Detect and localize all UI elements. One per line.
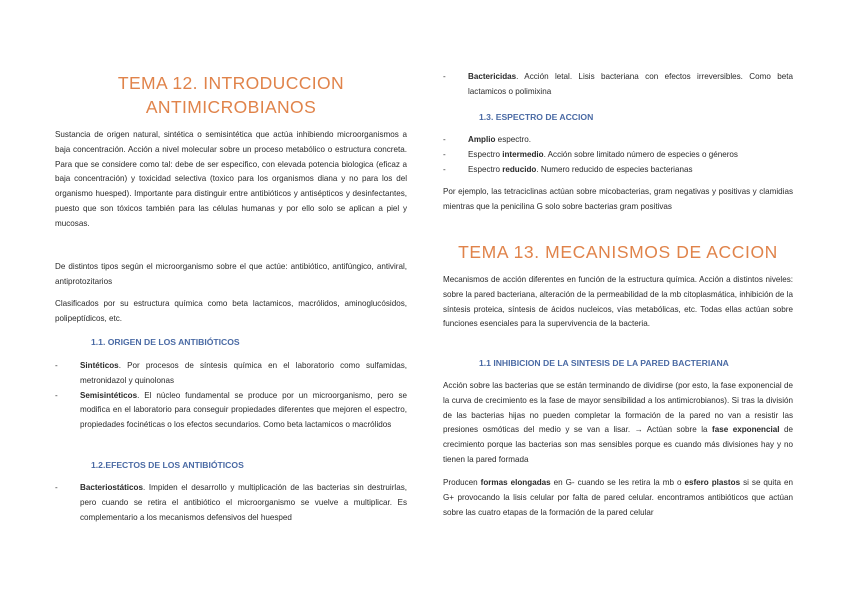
item-term: intermedio xyxy=(502,149,544,159)
list-item: - Espectro reducido. Numero reducido de especies bacterianas xyxy=(443,164,693,174)
item-text: . Acción letal. Lisis bacteriana con efectos irreversibles. Como beta lactamicos o polimixina xyxy=(468,72,793,96)
item-term: Bactericidas xyxy=(468,72,517,81)
item-text: . Impiden el desarrollo y multiplicación de las bacterias sin destruirlas, pero cuando se retira el antibiótico el microorganismo se vuelve a multiplicar. Es complementario a los mecanismos defensivos del huesped xyxy=(80,483,407,522)
origen-list xyxy=(55,359,407,433)
item-text: . Acción sobre limitado número de especies o géneros xyxy=(543,149,738,159)
title-line-1: TEMA 12. INTRODUCCION xyxy=(117,73,345,93)
item-term: Semisintéticos xyxy=(80,390,138,400)
list-item: - Bactericidas. Acción letal. Lisis bacteriana con efectos irreversibles. Como beta lactamicos o polimixina xyxy=(443,72,793,96)
title-line-2: ANTIMICROBIANOS xyxy=(145,97,317,117)
section-heading-espectro: 1.3. ESPECTRO DE ACCION xyxy=(479,112,594,122)
item-text: . Numero reducido de especies bacterianas xyxy=(536,164,693,174)
section-heading-pared: 1.1 INHIBICION DE LA SINTESIS DE LA PARED BACTERIANA xyxy=(479,358,729,368)
ejemplo-paragraph: Por ejemplo, las tetraciclinas actúan sobre micobacterias, gram negativas y positivas y clamidias mientras que la penicilina G solo sobre bacterias gram positivas xyxy=(443,187,793,211)
list-item: - Semisintéticos. El núcleo fundamental se produce por un microorganismo, pero se modifica en el laboratorio para conseguir propiedades diferentes que mejoren el espectro, propiedades focinéticas o los efectos secundarios. Como beta lactamicos o macrólidos xyxy=(55,390,407,430)
tipos-paragraph: De distintos tipos según el microorganismo sobre el que actúe: antibiótico, antifúngico, antiviral, antiprotozitarios xyxy=(55,262,407,286)
mecanismos-paragraph: Mecanismos de acción diferentes en función de la estructura química. Acción a distintos niveles: sobre la pared bacteriana, alteración de la permeabilidad de la mb citoplasmática, inhibición de la síntesis proteica, síntesis de ácidos nucleicos, vías metabólicas, etc. Todas ellas actúan sobre funciones esenciales para la supervivencia de la bacteria. xyxy=(443,275,793,329)
pared-paragraph-2: Producen formas elongadas en G- cuando se les retira la mb o esfero plastos si se quita en G+ provocando la lisis celular por falta de pared celular. encontramos antibióticos que actúan sobre las cuatro etapas de la formación de la pared celular xyxy=(443,478,793,517)
item-term: Sintéticos xyxy=(80,361,119,370)
item-text: espectro. xyxy=(495,135,531,144)
item-text: . El núcleo fundamental se produce por un microorganismo, pero se modifica en el laboratorio para conseguir propiedades diferentes que mejoren el espectro, propiedades focinéticas o los efectos secundarios. Como beta lactamicos o macrólidos xyxy=(80,390,407,430)
list-item: - Amplio espectro. xyxy=(443,135,531,144)
item-term: Amplio xyxy=(468,135,496,144)
section-heading-origen: 1.1. ORIGEN DE LOS ANTIBIÓTICOS xyxy=(91,337,240,347)
item-text: . Por procesos de síntesis química en el laboratorio como sulfamidas, metronidazol y quinolonas xyxy=(80,361,407,385)
bactericidas-list xyxy=(443,70,793,100)
section-heading-efectos: 1.2.EFECTOS DE LOS ANTIBIÓTICOS xyxy=(91,460,244,470)
item-term: Bacteriostáticos xyxy=(80,483,143,492)
espectro-list xyxy=(443,133,793,177)
efectos-list xyxy=(55,481,407,525)
list-item: - Espectro intermedio. Acción sobre limitado número de especies o géneros xyxy=(443,149,738,159)
clasificados-paragraph: Clasificados por su estructura química como beta lactamicos, macrólidos, aminoglucósidos, polipeptídicos, etc. xyxy=(55,299,407,323)
list-item: - Bacteriostáticos. Impiden el desarrollo y multiplicación de las bacterias sin destruirlas, pero cuando se retira el antibiótico el microorganismo se vuelve a multiplicar. Es complementario a los mecanismos defensivos del huesped xyxy=(55,483,407,522)
item-term: reducido xyxy=(502,164,537,174)
pared-paragraph-1: Acción sobre las bacterias que se están terminando de dividirse (por esto, la fase exponencial de la curva de crecimiento es la fase de mayor sensibilidad a los antimicrobianos). Si tras la división de las bacterias hijas no pueden completar la formación de la pared no van a resistir las presiones osmóticas del medio y se van a lisar. → Actúan sobre la fase exponencial de crecimiento porque las bacterias son mas sensibles porque es cuando más divisiones hay y no tienen la pared formada xyxy=(443,381,793,464)
tema12-title xyxy=(55,71,407,119)
list-item: - Sintéticos. Por procesos de síntesis química en el laboratorio como sulfamidas, metronidazol y quinolonas xyxy=(55,361,407,385)
intro-paragraph: Sustancia de origen natural, sintética o semisintética que actúa inhibiendo microorganismos a baja concentración. Acción a nivel molecular sobre un proceso metabólico o estructura concreta. Para que se considere como tal: debe de ser especifico, con elevada potencia biologica (eficaz a baja concentración) y toxicidad selectiva (toxico para los organismos diana y no para los del organismo huesped). Importante para distinguir entre antibióticos y antisépticos y desinfectantes, puesto que son tóxicos también para las células humanas y por ello solo se aplican a piel y mucosas. xyxy=(55,130,407,228)
tema13-title: TEMA 13. MECANISMOS DE ACCION xyxy=(458,242,778,262)
